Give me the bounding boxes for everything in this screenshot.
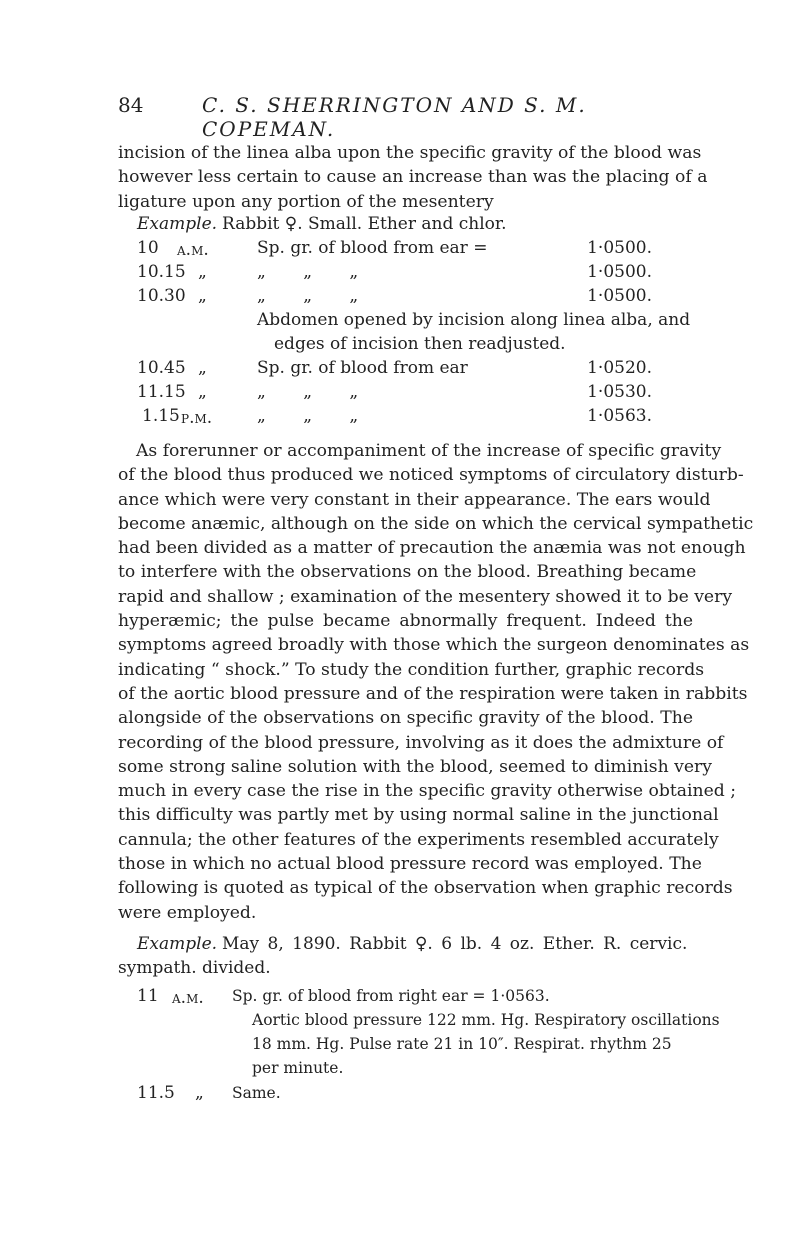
desc-line: Same. [232,1084,281,1102]
time-cell: 1.15 [142,406,180,426]
text-line: ligature upon any portion of the mesentery [118,191,494,212]
running-head: C. S. SHERRINGTON AND S. M. COPEMAN. [202,93,587,141]
text-line: rapid and shallow ; examination of the mesentery showed it to be very [118,586,733,607]
time-suffix: „ [198,286,207,306]
text-line: of the blood thus produced we noticed symptoms of circulatory disturb- [118,465,744,486]
text-line: those in which no actual blood pressure record was employed. The [118,854,702,875]
example-heading: May 8, 1890. Rabbit ♀. 6 lb. 4 oz. Ether. R. cervic. [222,934,688,954]
value-cell: 1·0530. [587,382,652,402]
text-line: some strong saline solution with the blood, seemed to diminish very [118,756,712,777]
text-line: following is quoted as typical of the observation when graphic records [118,878,733,899]
example-heading-cont: sympath. divided. [118,958,271,978]
text-line: cannula; the other features of the experiments resembled accurately [118,829,719,850]
time-cell: 10 [137,238,159,258]
text-line: of the aortic blood pressure and of the respiration were taken in rabbits [118,683,748,704]
note-line: Abdomen opened by incision along linea alba, and [257,310,691,330]
page-number: 84 [118,93,144,117]
value-cell: 1·0563. [587,406,652,426]
text-line: this difficulty was partly met by using normal saline in the junctional [118,805,719,826]
text-line: were employed. [118,902,257,923]
desc-line: 18 mm. Hg. Pulse rate 21 in 10″. Respirat. rhythm 25 [252,1035,672,1053]
example-label: Example. [137,934,218,954]
body-paragraph [118,439,754,925]
text-line: had been divided as a matter of precaution the anæmia was not enough [118,538,746,559]
time-cell: 11.15 [137,382,186,402]
example-label: Example. [137,214,218,234]
time-suffix: „ [198,382,207,402]
text-line: ance which were very constant in their appearance. The ears would [118,489,711,510]
desc-cell: „ „ „ [257,262,359,282]
text-line: hyperæmic; the pulse became abnormally frequent. Indeed the [118,611,693,632]
text-line: incision of the linea alba upon the specific gravity of the blood was [118,143,702,163]
text-line: to interfere with the observations on the blood. Breathing became [118,562,697,583]
time-cell: 10.45 [137,358,186,378]
time-cell: 11 [137,986,159,1006]
value-cell: 1·0520. [587,358,652,378]
time-cell: 10.30 [137,286,186,306]
text-line: indicating “ shock.” To study the condition further, graphic records [118,659,705,680]
text-line: alongside of the observations on specific gravity of the blood. The [118,708,693,729]
note-line: edges of incision then readjusted. [274,334,566,354]
time-suffix: p.m. [181,408,213,428]
example-heading: Rabbit ♀. Small. Ether and chlor. [222,214,507,234]
desc-cell: „ „ „ [257,382,359,402]
text-line: recording of the blood pressure, involving as it does the admixture of [118,732,724,753]
text-line: however less certain to cause an increase than was the placing of a [118,167,708,188]
page-header [118,93,708,141]
desc-cell: Sp. gr. of blood from ear [257,358,468,378]
time-suffix: a.m. [177,240,209,260]
desc-cell: „ „ „ [257,406,359,426]
time-suffix: „ [198,262,207,282]
desc-line: Sp. gr. of blood from right ear = 1·0563. [232,987,550,1005]
text-line: much in every case the rise in the specific gravity otherwise obtained ; [118,781,737,802]
desc-cell: Sp. gr. of blood from ear = [257,238,488,258]
desc-line: Aortic blood pressure 122 mm. Hg. Respiratory oscillations [252,1011,720,1029]
time-cell: 10.15 [137,262,186,282]
text-line: become anæmic, although on the side on which the cervical sympathetic [118,513,754,534]
value-cell: 1·0500. [587,238,652,258]
intro-paragraph [118,141,708,214]
time-suffix: a.m. [172,988,204,1008]
time-cell: 11.5 [137,1083,175,1103]
desc-line: per minute. [252,1059,344,1077]
time-suffix: „ [198,358,207,378]
value-cell: 1·0500. [587,262,652,282]
text-line: As forerunner or accompaniment of the increase of specific gravity [136,441,722,461]
text-line: symptoms agreed broadly with those which the surgeon denominates as [118,635,750,656]
desc-cell: „ „ „ [257,286,359,306]
time-suffix: „ [195,1083,204,1103]
value-cell: 1·0500. [587,286,652,306]
